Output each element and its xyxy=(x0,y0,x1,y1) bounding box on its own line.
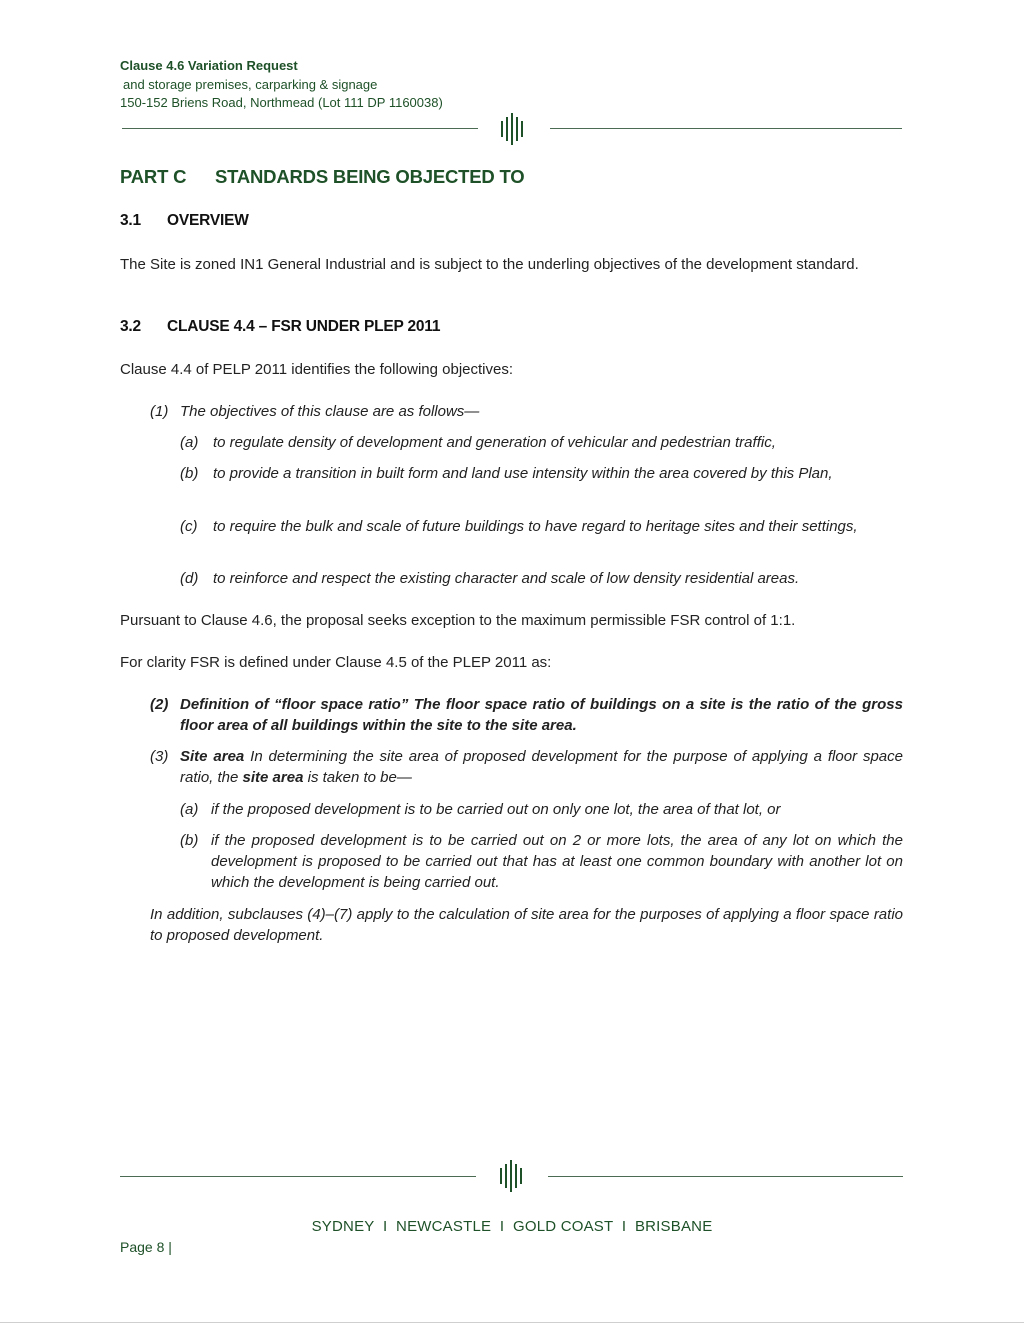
header-rule-left xyxy=(122,128,478,129)
page-edge-divider xyxy=(0,1322,1024,1323)
section-3-1-title: OVERVIEW xyxy=(167,212,249,229)
section-3-1-body: The Site is zoned IN1 General Industrial and is subject to the underling objectives of the development standard. xyxy=(120,256,859,273)
header-subtitle: and storage premises, carparking & signage xyxy=(123,77,378,92)
site-area-term: Site area xyxy=(180,748,245,765)
section-3-1-number: 3.1 xyxy=(120,212,141,229)
header-title: Clause 4.6 Variation Request xyxy=(120,58,298,73)
part-number: PART C xyxy=(120,166,187,187)
site-area-text xyxy=(180,746,903,788)
footer-rule-left xyxy=(120,1176,476,1177)
clarity-paragraph: For clarity FSR is defined under Clause 4.5 of the PLEP 2011 as: xyxy=(120,654,552,671)
site-area-item-text: if the proposed development is to be carried out on only one lot, the area of that lot, or xyxy=(211,801,781,818)
site-area-term-2: site area xyxy=(242,769,304,786)
part-heading xyxy=(120,166,525,188)
header-rule-right xyxy=(550,128,902,129)
objective-number: (d) xyxy=(180,570,199,587)
addition-text: In addition, subclauses (4)–(7) apply to the calculation of site area for the purposes of applying a floor space ratio to proposed development. xyxy=(150,906,903,944)
objective-text: to reinforce and respect the existing character and scale of low density residential areas. xyxy=(213,570,800,587)
fsr-definition-text: Definition of “floor space ratio” The floor space ratio of buildings on a site is the ratio of the gross floor area of all buildings within the site to the site area. xyxy=(180,696,903,734)
footer-logo-icon xyxy=(499,1160,525,1192)
footer-cities: SYDNEY I NEWCASTLE I GOLD COAST I BRISBANE xyxy=(311,1218,713,1235)
section-3-1-heading xyxy=(120,212,249,230)
company-logo-icon xyxy=(500,113,526,145)
objectives-lead-text: The objectives of this clause are as follows— xyxy=(180,403,480,420)
objective-text: to provide a transition in built form and land use intensity within the area covered by this Plan, xyxy=(213,465,833,482)
section-3-2-title: CLAUSE 4.4 – FSR UNDER PLEP 2011 xyxy=(167,318,441,335)
clause-4-4-intro: Clause 4.4 of PELP 2011 identifies the following objectives: xyxy=(120,361,514,378)
objective-number: (c) xyxy=(180,518,198,535)
section-3-2-number: 3.2 xyxy=(120,318,141,335)
objective-number: (b) xyxy=(180,465,199,482)
objective-text: to require the bulk and scale of future buildings to have regard to heritage sites and their settings, xyxy=(213,518,858,535)
objectives-lead-number: (1) xyxy=(150,403,169,420)
part-title: STANDARDS BEING OBJECTED TO xyxy=(215,166,525,187)
objective-text: to regulate density of development and generation of vehicular and pedestrian traffic, xyxy=(213,434,776,451)
objective-number: (a) xyxy=(180,434,199,451)
pursuant-paragraph: Pursuant to Clause 4.6, the proposal seeks exception to the maximum permissible FSR control of 1:1. xyxy=(120,612,796,629)
site-area-item-number: (a) xyxy=(180,801,199,818)
site-area-text-b: is taken to be— xyxy=(307,769,412,786)
page-number: Page 8 | xyxy=(120,1239,172,1255)
fsr-definition-number: (2) xyxy=(150,696,169,713)
header-address: 150-152 Briens Road, Northmead (Lot 111 DP 1160038) xyxy=(120,95,443,110)
footer-rule-right xyxy=(548,1176,903,1177)
site-area-text-a: In determining the site area of proposed development for the purpose of applying a floor space ratio, the xyxy=(180,748,903,786)
site-area-item-number: (b) xyxy=(180,832,199,849)
site-area-number: (3) xyxy=(150,748,169,765)
section-3-2-heading xyxy=(120,318,441,336)
site-area-item-text: if the proposed development is to be carried out on 2 or more lots, the area of any lot on which the development is proposed to be carried out that has at least one common boundary with another lot on which the development is being carried out. xyxy=(211,832,903,891)
